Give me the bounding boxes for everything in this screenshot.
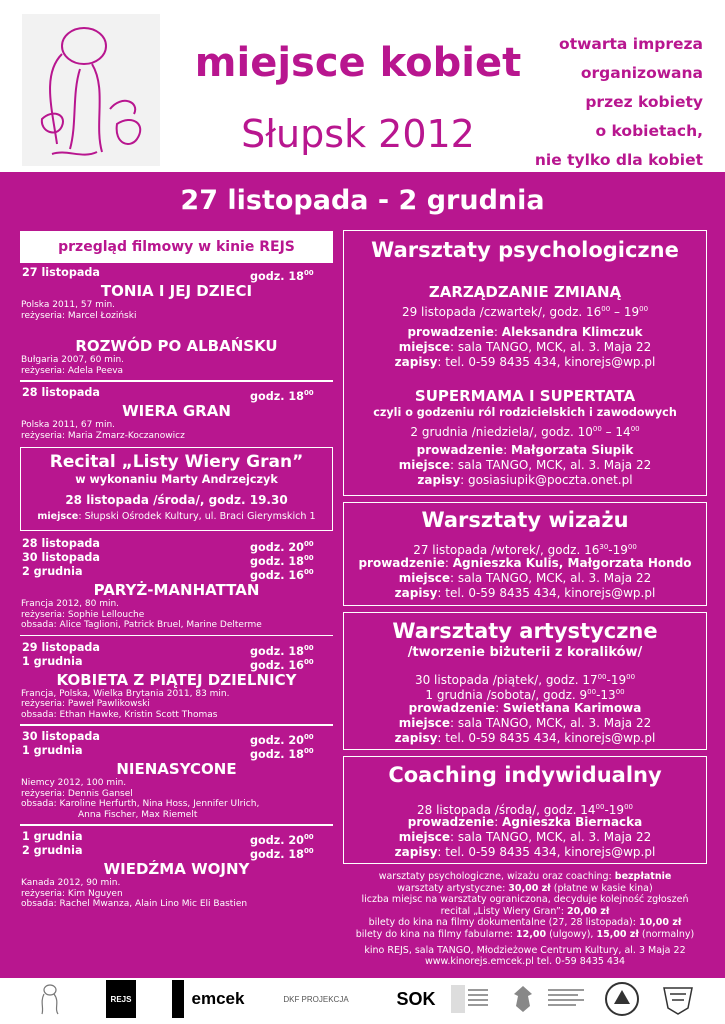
value: : gosiasiupik@poczta.onet.pl [460,473,633,487]
show-date: 28 listopada [22,537,100,550]
psych-s1-title: ZARZĄDZANIE ZMIANĄ [428,283,622,301]
info-line [340,883,710,895]
info-line [340,906,710,918]
block-divider [20,824,333,826]
label: prowadzenie [358,556,445,570]
value: : tel. 0-59 8435 434, kinorejs@wp.pl [437,731,656,745]
time-sup: 00 [303,847,314,855]
city-year: Słupsk 2012 [241,112,475,156]
value: : sala TANGO, MCK, al. 3. Maja 22 [450,458,652,472]
block-divider [20,635,333,637]
time-text: godz. 18 [250,270,304,283]
info-price: 15,00 zł [596,928,639,940]
film-info: reżyseria: Kim Nguyen [21,888,123,899]
label: zapisy [394,586,438,600]
label: prowadzenie [408,701,496,715]
info-text: recital „Listy Wiery Gran”: [440,905,567,917]
psych-s2-sub: czyli o godzeniu ról rodzicielskich i zawodowych [373,406,677,419]
recital-when: 28 listopada /środa/, godz. 19.30 [65,493,288,507]
time-sup: 00 [303,389,314,397]
film-title: KOBIETA Z PIĄTEJ DZIELNICY [56,670,297,689]
info-text: bilety do kina na filmy dokumentalne (27, 28 listopada): [368,917,639,929]
label: zapisy [394,845,438,859]
time-sup: 00 [597,673,607,681]
film-info: Francja, Polska, Wielka Brytania 2011, 83 min. [21,688,230,699]
psych-s1-lead: prowadzenie: Aleksandra Klimczuk [407,325,643,339]
women-logo-icon [36,982,64,1016]
film-title: WIEDŹMA WOJNY [103,860,250,878]
film-info: reżyseria: Adela Peeva [21,365,124,376]
label: prowadzenie [416,443,504,457]
wizaz-signup [343,586,707,601]
show-date: 1 grudnia [22,654,83,668]
time-text: godz. 18 [250,555,304,568]
psych-s2-signup [343,473,707,488]
time-sup: 00 [303,657,314,666]
tagline-line: nie tylko dla kobiet [534,151,703,169]
label: miejsce [398,340,451,354]
wizaz-place [343,571,707,586]
time-text: godz. 16 [250,569,304,582]
film-info: reżyseria: Dennis Gansel [21,788,133,799]
time-text: godz. 18 [250,748,304,761]
time-text: godz. 18 [250,848,304,861]
art-place [343,716,707,731]
film-title: WIERA GRAN [122,402,231,420]
slupsk-crest-logo-icon [660,980,696,1018]
show-date: 1 grudnia [22,830,83,843]
show-date: 30 listopada [22,551,100,564]
time-sup: 00 [303,733,314,741]
show-date: 29 listopada [22,640,100,654]
film-info: Niemcy 2012, 100 min. [21,778,127,788]
label: miejsce [398,458,451,472]
coach-heading: Coaching indywidualny [388,763,662,787]
when-text: 27 listopada /wtorek/, godz. 16 [413,543,600,557]
time-text: godz. 20 [250,734,304,747]
info-line [340,871,710,883]
when-text: 30 listopada /piątek/, godz. 17 [414,673,598,687]
show-date: 2 grudnia [22,844,83,857]
psych-s1-when [343,302,707,320]
film-review-heading: przegląd filmowy w kinie REJS [58,239,295,255]
time-sup: 00 [626,673,636,681]
info-price: 30,00 zł [508,882,551,894]
film-info: obsada: Rachel Mwanza, Alain Lino Mic Eli Bastien [21,899,248,909]
when-text: 2 grudnia /niedziela/, godz. 10 [410,425,593,439]
art-sub: /tworzenie biżuterii z koralików/ [407,645,643,660]
block-divider [20,380,333,382]
value: : Słupski Ośrodek Kultury, ul. Braci Gierymskich 1 [78,511,316,522]
when-text: – 14 [601,425,631,439]
sponsor-logo-emcek: emcek [172,980,252,1018]
time-sup: 00 [630,425,640,433]
film-info: obsada: Karoline Herfurth, Nina Hoss, Jennifer Ulrich, [21,799,260,809]
recital-place [20,511,333,523]
info-price: 10,00 zł [638,917,682,929]
info-line: www.kinorejs.emcek.pl tel. 0-59 8435 434 [424,956,626,968]
value: : tel. 0-59 8435 434, kinorejs@wp.pl [437,845,656,859]
label: zapisy [394,355,438,369]
time-text: godz. 18 [250,644,304,658]
psych-s1-place [343,340,707,355]
time-text: godz. 16 [250,658,304,672]
when-text: 28 listopada /środa/, godz. 14 [417,803,596,817]
coach-signup [343,845,707,860]
film-info: reżyseria: Paweł Pawlikowski [21,699,150,709]
lead-name: Małgorzata Siupik [510,443,634,457]
when-text: 1 grudnia /sobota/, godz. 9 [425,688,588,702]
film-title: TONIA I JEJ DZIECI [100,282,253,300]
label: miejsce [398,716,451,730]
time-sup: 00 [601,305,611,313]
film-info: obsada: Alice Taglioni, Patrick Bruel, Marine Delterme [21,620,262,630]
label: zapisy [417,473,461,487]
film-info: Polska 2011, 67 min. [21,420,116,430]
when-text: – 19 [610,305,640,319]
film-info: obsada: Ethan Hawke, Kristin Scott Thomas [21,709,218,720]
time-text: godz. 18 [250,390,304,403]
time-sup: 00 [303,568,314,576]
film-info: Polska 2011, 57 min. [21,300,116,310]
when-text: -13 [596,688,616,702]
lead-name: Swietłana Karimowa [502,701,642,715]
time-sup: 00 [303,269,314,277]
women-figures-logo-icon [22,14,160,166]
film-info: reżyseria: Marcel Łoziński [21,310,137,321]
info-block [340,871,710,968]
psych-heading: Warsztaty psychologiczne [371,238,679,262]
round-seal-logo-icon [604,980,640,1018]
film-info: Bułgaria 2007, 60 min. [21,355,125,365]
info-text: warsztaty artystyczne: [397,882,509,894]
block-divider [20,724,333,726]
info-text: (płatne w kasie kina) [550,882,653,894]
sponsor-logo-dkf: DKF PROJEKCJA [283,994,349,1004]
time-sup: 00 [615,688,625,696]
film-info: reżyseria: Maria Zmarz-Koczanowicz [21,430,185,441]
tagline [535,30,703,175]
time-sup: 00 [595,803,605,811]
film-info: reżyseria: Sophie Lellouche [21,609,145,620]
time-sup: 30 [599,543,609,551]
value: : sala TANGO, MCK, al. 3. Maja 22 [450,830,652,844]
film-info: Anna Fischer, Max Riemelt [78,809,198,820]
foundation2-logo-icon [546,984,586,1014]
time-sup: 00 [303,540,314,548]
tagline-line: organizowana [580,64,703,82]
label: prowadzenie [407,815,495,829]
foundation-logo-icon [450,984,490,1014]
value: : sala TANGO, MCK, al. 3. Maja 22 [450,571,652,585]
time-sup: 00 [624,803,633,811]
show-date: 2 grudnia [22,565,83,578]
info-text: (ulgowy), [546,928,597,940]
time-sup: 00 [303,643,314,652]
film-title: PARYŻ-MANHATTAN [93,581,260,599]
art-heading: Warsztaty artystyczne [392,619,658,643]
label: miejsce [398,830,451,844]
info-text: warsztaty psychologiczne, wizażu oraz coaching: [378,871,615,882]
value: : sala TANGO, MCK, al. 3. Maja 22 [450,716,652,730]
event-title: miejsce kobiet [194,40,522,86]
time-sup: 00 [627,543,637,551]
time-sup: 00 [303,747,314,755]
wizaz-heading: Warsztaty wizażu [421,508,629,532]
film-info: Francja 2012, 80 min. [21,599,120,609]
coach-lead: prowadzenie: Agnieszka Biernacka [407,815,643,829]
when-text: -19 [606,673,627,687]
psych-s2-when [343,422,707,440]
lead-name: Aleksandra Klimczuk [501,325,643,339]
time-sup: 00 [303,833,314,841]
psych-s2-title: SUPERMAMA I SUPERTATA [414,387,636,405]
info-price: 20,00 zł [566,905,610,917]
recital-performer: w wykonaniu Marty Andrzejczyk [75,473,278,486]
label: miejsce [37,511,79,522]
info-line: kino REJS, sala TANGO, Młodzieżowe Centrum Kultury, al. 3 Maja 22 [364,944,686,956]
art-lead: prowadzenie: Swietłana Karimowa [408,701,642,715]
label: prowadzenie [407,325,494,339]
when-text: -19 [604,803,625,817]
show-date: 1 grudnia [22,744,83,757]
psych-s2-place [343,458,707,473]
info-price: bezpłatnie [614,871,672,882]
value: : sala TANGO, MCK, al. 3. Maja 22 [450,340,652,354]
label: miejsce [398,571,451,585]
info-line [340,929,710,941]
lead-name: Agnieszka Kulis, Małgorzata Hondo [452,556,692,570]
eagle-logo-icon [508,982,538,1016]
when-text: 29 listopada /czwartek/, godz. 16 [401,305,602,319]
film-info: Kanada 2012, 90 min. [21,878,121,888]
coach-place [343,830,707,845]
sponsor-logo-sok: SOK [396,988,436,1009]
time-text: godz. 20 [250,541,304,554]
label: zapisy [394,731,438,745]
info-price: 12,00 [516,928,547,940]
tagline-line: otwarta impreza [559,35,703,53]
sponsor-logo-rejs: REJS [106,980,136,1018]
time-sup: 00 [639,305,649,313]
info-line: liczba miejsc na warsztaty ograniczona, decyduje kolejność zgłoszeń [361,894,689,906]
value: : tel. 0-59 8435 434, kinorejs@wp.pl [437,586,656,600]
info-line [340,917,710,929]
tagline-line: przez kobiety [585,93,703,111]
time-sup: 00 [592,425,602,433]
time-sup: 00 [587,688,597,696]
time-sup: 00 [303,554,314,562]
recital-title: Recital „Listy Wiery Gran” [49,452,304,472]
art-signup [343,731,707,746]
show-date: 28 listopada [22,386,100,399]
info-text: (normalny) [638,928,695,940]
film-title: ROZWÓD PO ALBAŃSKU [75,337,278,355]
lead-name: Agnieszka Biernacka [502,815,643,829]
header [0,0,725,172]
dates-banner: 27 listopada - 2 grudnia [180,185,545,216]
wizaz-lead: prowadzenie: Agnieszka Kulis, Małgorzata Hondo [358,556,692,570]
time-text: godz. 20 [250,834,304,847]
psych-s1-signup [343,355,707,370]
film-title: NIENASYCONE [116,760,237,778]
show-date: 27 listopada [22,266,100,279]
tagline-line: o kobietach, [595,122,703,140]
show-date: 30 listopada [22,730,100,743]
value: : tel. 0-59 8435 434, kinorejs@wp.pl [437,355,656,369]
info-text: bilety do kina na filmy fabularne: [355,928,517,940]
when-text: -19 [608,543,628,557]
psych-s2-lead: prowadzenie: Małgorzata Siupik [416,443,634,457]
